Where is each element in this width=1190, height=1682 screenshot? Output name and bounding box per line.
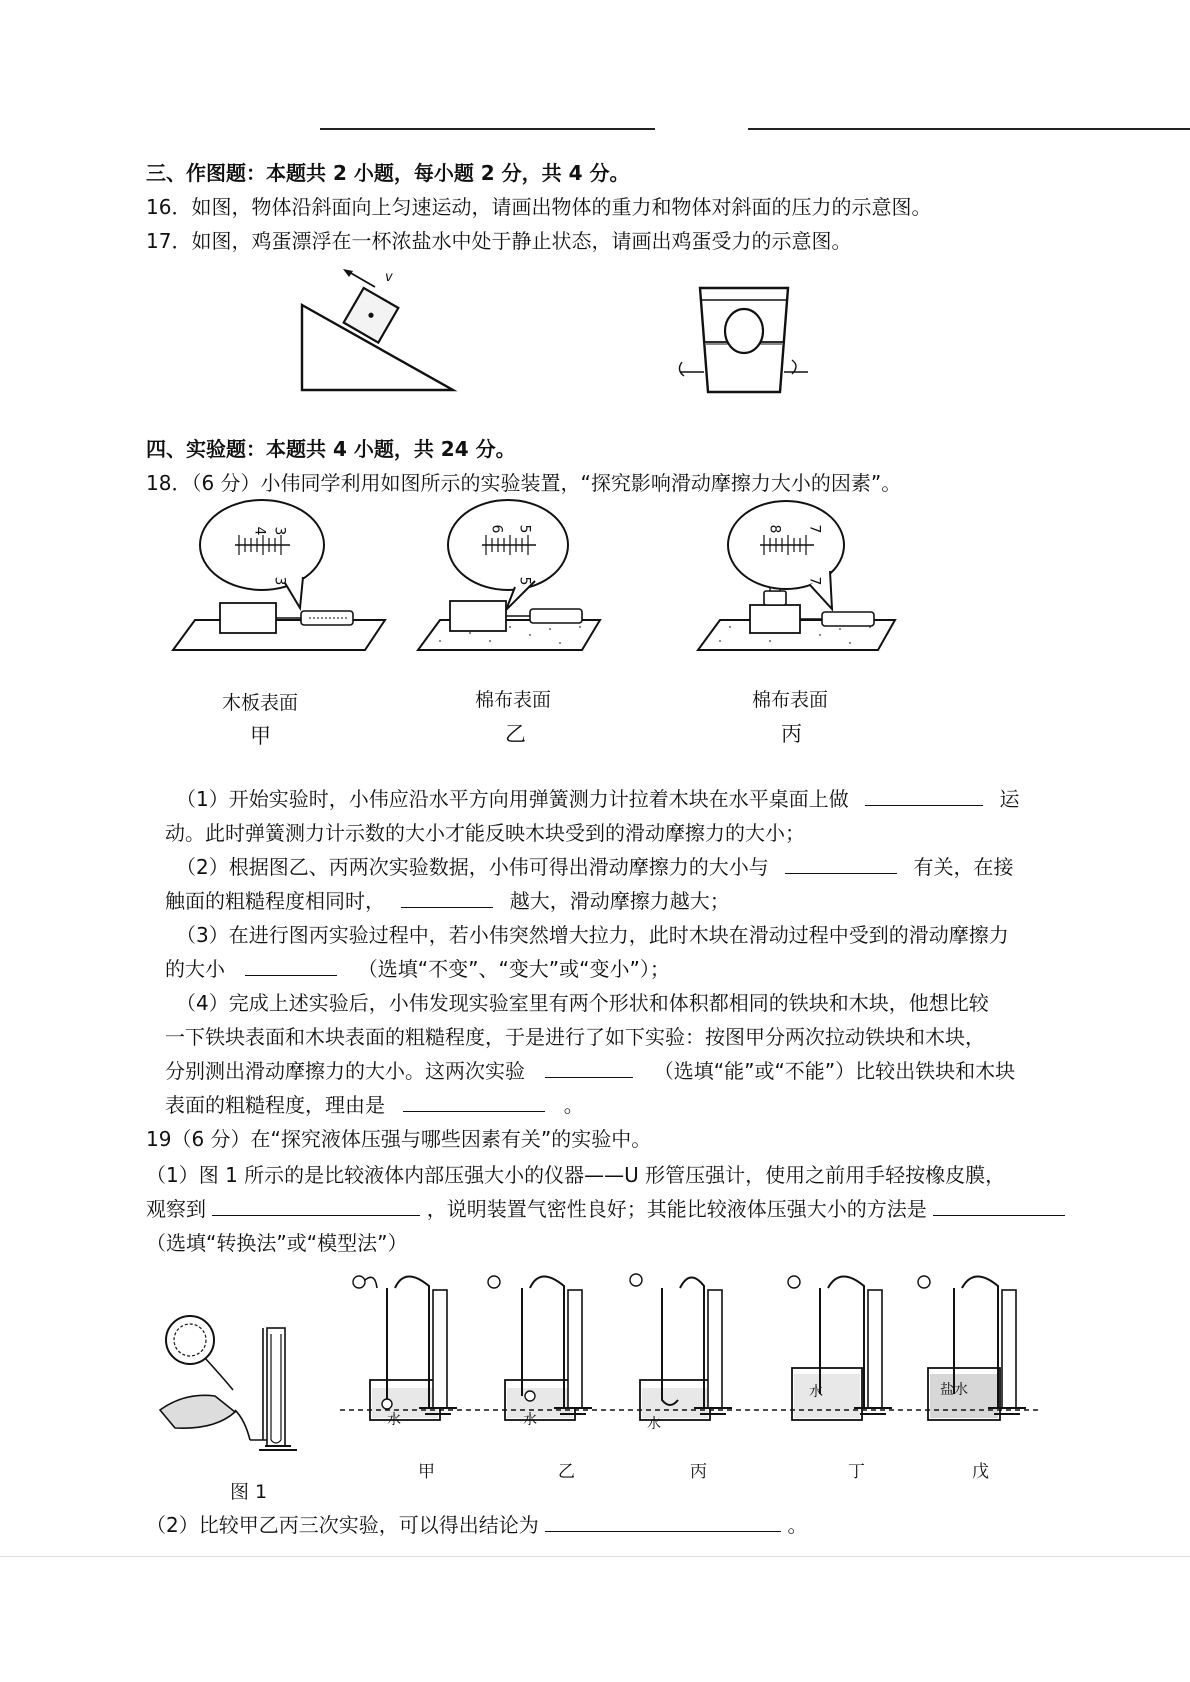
scale-low-bing: 7 xyxy=(806,576,823,586)
answer-blank[interactable] xyxy=(933,1197,1065,1216)
section4-heading: 四、实验题：本题共 4 小题，共 24 分。 xyxy=(146,437,516,461)
q18-part2-line2: 触面的粗糙程度相同时， 越大，滑动摩擦力越大； xyxy=(165,889,730,913)
q19-part1-line3: （选填“转换法”或“模型法”） xyxy=(146,1231,408,1255)
answer-blank[interactable] xyxy=(865,787,983,806)
water-label-yi: 水 xyxy=(523,1412,537,1428)
surface-label-bing: 棉布表面 xyxy=(752,689,829,711)
surface-label-yi: 棉布表面 xyxy=(475,689,552,711)
q18-part4-line3: 分别测出滑动摩擦力的大小。这两次实验 （选填“能”或“不能”）比较出铁块和木块 xyxy=(165,1059,1016,1083)
answer-blank[interactable] xyxy=(212,1197,420,1216)
answer-blank[interactable] xyxy=(401,889,493,908)
friction-figure-bing xyxy=(690,505,905,675)
velocity-label: v xyxy=(385,270,393,285)
incline-figure xyxy=(295,270,465,400)
section3-heading: 三、作图题：本题共 2 小题，每小题 2 分，共 4 分。 xyxy=(146,161,630,185)
figure-1-label: 图 1 xyxy=(230,1481,268,1503)
q19-part1-line2: 观察到 ，说明装置气密性良好；其能比较液体压强大小的方法是 xyxy=(146,1196,1065,1222)
q18-part1-line2: 动。此时弹簧测力计示数的大小才能反映木块受到的滑动摩擦力的大小； xyxy=(165,821,805,845)
answer-blank[interactable] xyxy=(545,1059,633,1078)
answer-blank[interactable] xyxy=(245,957,337,976)
q18-part4-line2: 一下铁块表面和木块表面的粗糙程度，于是进行了如下实验：按图甲分两次拉动铁块和木块， xyxy=(165,1025,985,1049)
figure-name-jia: 甲 xyxy=(250,724,271,748)
top-rule-right xyxy=(748,128,1190,130)
scale-mid-bing: 8 xyxy=(766,524,783,534)
scale-top-bing: 7 xyxy=(806,524,823,534)
water-label-jia: 水 xyxy=(387,1412,401,1428)
setup-label-wu: 戊 xyxy=(972,1462,989,1482)
scale-low-yi: 5 xyxy=(516,576,533,586)
q18-part1-line1: （1）开始实验时，小伟应沿水平方向用弹簧测力计拉着木块在水平桌面上做 运 xyxy=(176,787,1020,811)
top-rule-left xyxy=(320,128,655,130)
q19-part1-line1: （1）图 1 所示的是比较液体内部压强大小的仪器——U 形管压强计，使用之前用手轻按橡皮膜， xyxy=(146,1163,1006,1187)
figure-name-bing: 丙 xyxy=(781,722,802,746)
setup-label-ding: 丁 xyxy=(848,1462,865,1482)
question-19-stem: 19（6 分）在“探究液体压强与哪些因素有关”的实验中。 xyxy=(146,1127,652,1151)
setup-label-bing: 丙 xyxy=(690,1462,707,1482)
q18-part4-line1: （4）完成上述实验后，小伟发现实验室里有两个形状和体积都相同的铁块和木块，他想比较 xyxy=(176,991,989,1015)
reference-dashed-line xyxy=(340,1408,1040,1412)
q18-part3-line2: 的大小 （选填“不变”、“变大”或“变小”）； xyxy=(165,957,670,981)
setup-label-jia: 甲 xyxy=(418,1462,435,1482)
scale-low-jia: 3 xyxy=(271,576,288,586)
pressure-setup-yi xyxy=(480,1268,600,1438)
water-label-ding: 水 xyxy=(809,1384,823,1400)
pressure-setup-bing xyxy=(620,1268,740,1438)
question-18-stem: 18．（6 分）小伟同学利用如图所示的实验装置，“探究影响滑动摩擦力大小的因素”。 xyxy=(146,471,902,495)
page-bottom-divider xyxy=(0,1556,1190,1557)
surface-label-jia: 木板表面 xyxy=(222,692,299,714)
egg-beaker-figure xyxy=(680,280,810,408)
friction-figure-yi xyxy=(410,505,610,675)
question-16: 16．如图，物体沿斜面向上匀速运动，请画出物体的重力和物体对斜面的压力的示意图。 xyxy=(146,195,932,219)
scale-top-yi: 5 xyxy=(516,524,533,534)
q18-part3-line1: （3）在进行图丙实验过程中，若小伟突然增大拉力，此时木块在滑动过程中受到的滑动摩擦力 xyxy=(176,923,1009,947)
saltwater-label-wu: 盐水 xyxy=(940,1382,968,1398)
scale-mid-yi: 6 xyxy=(488,524,505,534)
q18-part4-line4: 表面的粗糙程度，理由是 。 xyxy=(165,1093,584,1117)
scale-top-jia: 3 xyxy=(271,526,288,536)
answer-blank[interactable] xyxy=(545,1513,781,1532)
question-17: 17．如图，鸡蛋漂浮在一杯浓盐水中处于静止状态，请画出鸡蛋受力的示意图。 xyxy=(146,229,852,253)
water-label-bing: 水 xyxy=(647,1416,661,1432)
manometer-figure-1 xyxy=(155,1300,305,1460)
q18-part2-line1: （2）根据图乙、丙两次实验数据，小伟可得出滑动摩擦力的大小与 有关，在接 xyxy=(176,855,1014,879)
q19-part2: （2）比较甲乙丙三次实验，可以得出结论为 。 xyxy=(146,1513,808,1537)
answer-blank[interactable] xyxy=(785,855,897,874)
pressure-setup-ding xyxy=(780,1268,900,1438)
pressure-setup-jia xyxy=(345,1268,465,1438)
figure-name-yi: 乙 xyxy=(505,722,526,746)
answer-blank[interactable] xyxy=(403,1093,545,1112)
scale-mid-jia: 4 xyxy=(251,526,268,536)
pressure-setup-wu xyxy=(910,1268,1040,1438)
setup-label-yi: 乙 xyxy=(558,1462,575,1482)
